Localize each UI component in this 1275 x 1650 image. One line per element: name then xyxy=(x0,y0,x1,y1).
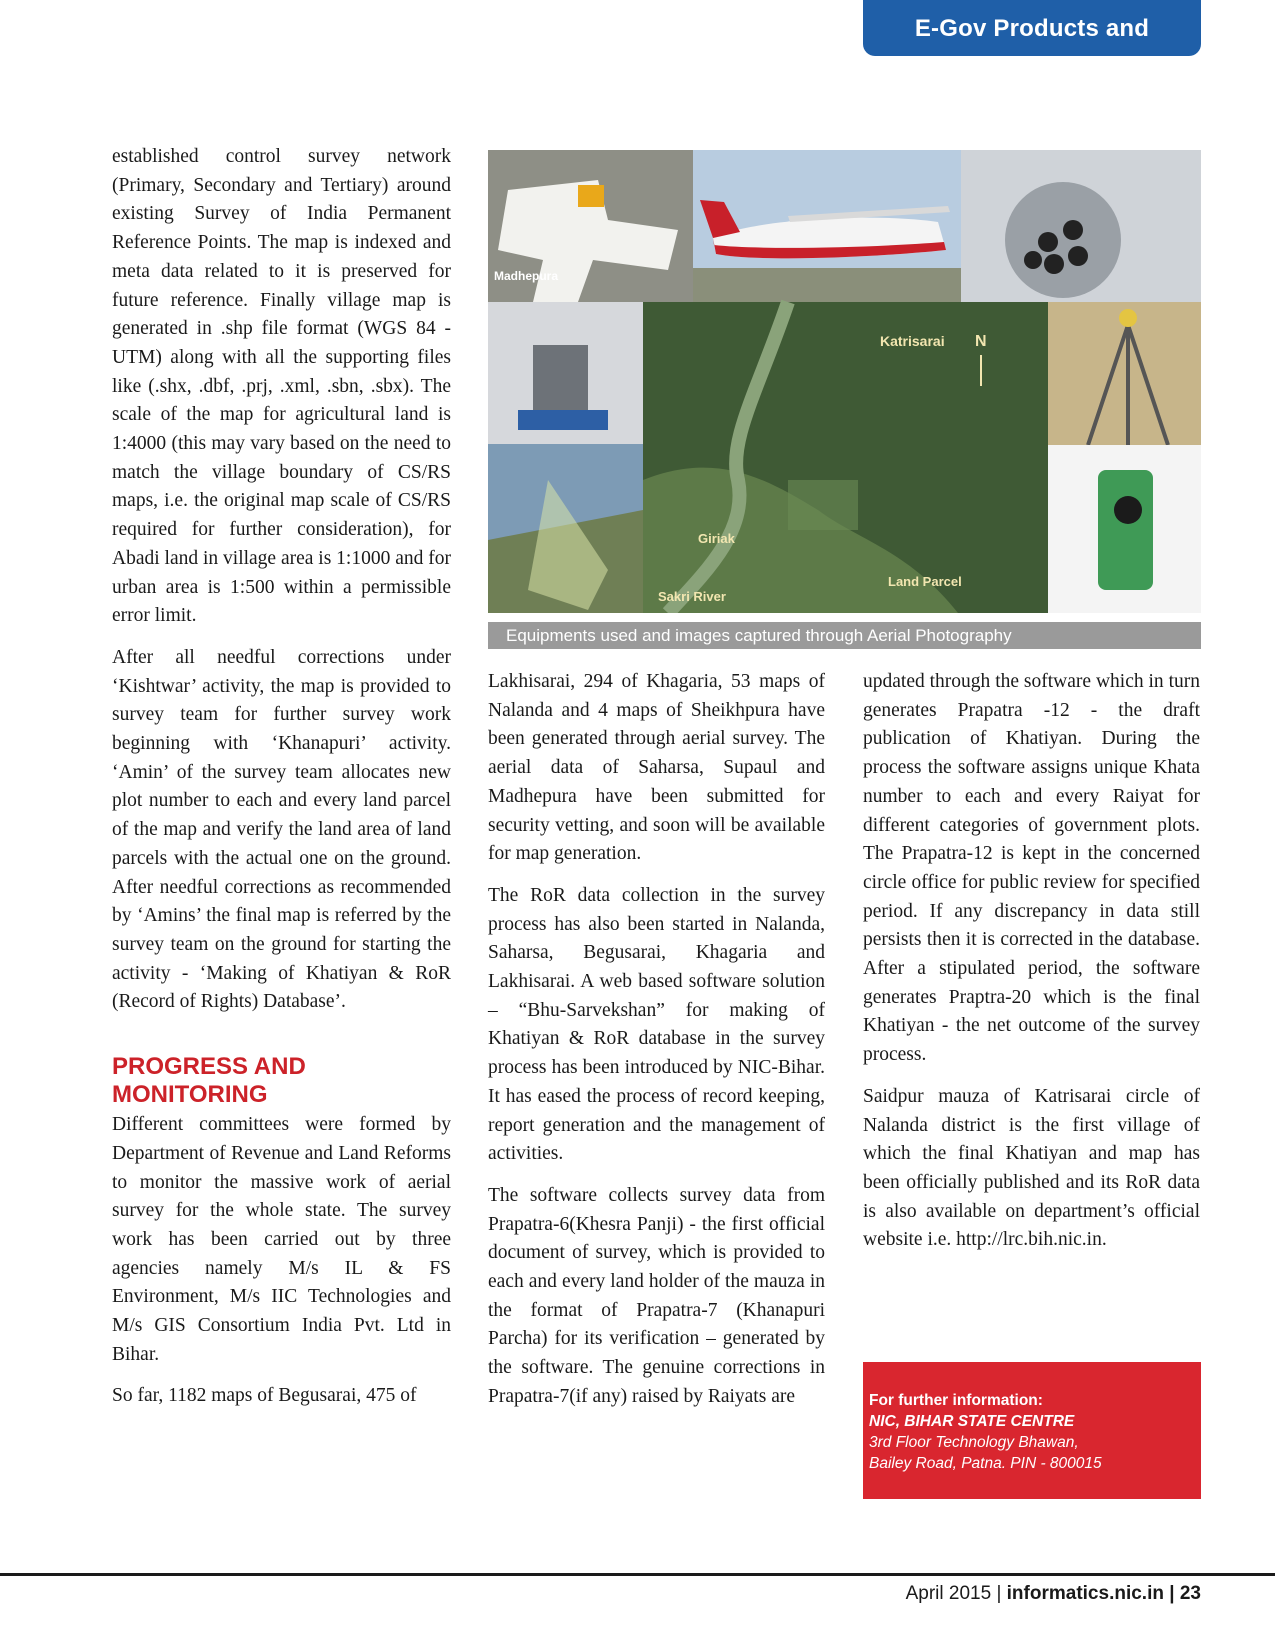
aerial-photography-figure xyxy=(488,150,1201,613)
article-column-2 xyxy=(488,668,825,1425)
total-station-lens xyxy=(1114,496,1142,524)
paragraph: The RoR data collection in the survey process has also been started in Nalanda, Saharsa, Begusarai, Khagaria and Lakhisarai. A web based software solution – “Bhu-Sarvekshan” for making of Khatiyan & RoR database in the survey process has been introduced by NIC-Bihar. It has eased the process of record keeping, report generation and the management of activities. xyxy=(488,884,825,1165)
info-address-line: Bailey Road, Patna. PIN - 800015 xyxy=(869,1455,1102,1472)
paragraph: updated through the software which in turn generates Prapatra -12 - the draft publication of Khatiyan. During the process the software assigns unique Khata number to each and every Raiyat for different categories of government plots. The Prapatra-12 is kept in the concerned circle office for public review for specified period. If any discrepancy in data still persists then it is corrected in the database. After a stipulated period, the software generates Praptra-20 which is the final Khatiyan - the net outcome of the survey process. xyxy=(863,671,1200,1066)
paragraph: Saidpur mauza of Katrisarai circle of Nalanda district is the first village of which the final Khatiyan and map has been officially published and its RoR data is also available on department’s official website i.e. http://lrc.bih.nic.in. xyxy=(863,1085,1200,1251)
sakri-river-label: Sakri River xyxy=(658,589,726,604)
section-heading-line: MONITORING xyxy=(112,1081,268,1109)
figure-caption: Equipments used and images captured through Aerial Photography xyxy=(488,622,1201,649)
paragraph: Lakhisarai, 294 of Khagaria, 53 maps of Nalanda and 4 maps of Sheikhpura have been generated through aerial survey. The aerial data of Saharsa, Supaul and Madhepura have been submitted for security vetting, and soon will be available for map generation. xyxy=(488,671,825,865)
katrisarai-label: Katrisarai xyxy=(880,333,945,349)
camera-lens xyxy=(1063,220,1083,240)
page-number: 23 xyxy=(1179,1583,1201,1604)
camera-body xyxy=(1005,182,1121,298)
contact-info-box xyxy=(863,1362,1201,1499)
footer-date: April 2015 xyxy=(905,1583,992,1604)
paragraph: Different committees were formed by Department of Revenue and Land Reforms to monitor the massive work of aerial survey for the whole state. The survey work has been carried out by three agencies namely M/s IL & FS Environment, M/s IIC Technologies and M/s GIS Consortium India Pvt. Ltd in Bihar. xyxy=(112,1114,451,1365)
land-parcel-label: Land Parcel xyxy=(888,574,962,589)
footer-site: informatics.nic.in xyxy=(1006,1583,1164,1604)
article-column-3 xyxy=(863,668,1200,1268)
north-label: N xyxy=(975,333,987,350)
article-column-1 xyxy=(112,143,451,1424)
footer-separator: | xyxy=(1169,1583,1175,1604)
paragraph: established control survey network (Primary, Secondary and Tertiary) around existing Survey of India Permanent Reference Points. The map is indexed and meta data related to it is preserved for future reference. Finally village map is generated in .shp file format (WGS 84 - UTM) along with all the supporting files like (.shx, .dbf, .prj, .xml, .sbn, .sbx). The scale of the map for agricultural land is 1:4000 (this may vary based on the need to match the village boundary of CS/RS maps, i.e. the original map scale of CS/RS required for further consideration), for Abadi land in village area is 1:1000 and for urban area is 1:500 within a permissible error limit. xyxy=(112,146,451,627)
camera-base xyxy=(518,410,608,430)
paragraph: The software collects survey data from Prapatra-6(Khesra Panji) - the first official document of survey, which is provided to each and every land holder of the mauza in the format of Prapatra-7 (Khanapuri Parcha) for its verification – generated by the software. The genuine corrections in Prapatra-7(if any) raised by Raiyats are xyxy=(488,1184,825,1407)
land-parcel-shape xyxy=(788,480,858,530)
camera-lens xyxy=(1068,246,1088,266)
section-heading-line: PROGRESS AND xyxy=(112,1053,306,1081)
info-organization: NIC, BIHAR STATE CENTRE xyxy=(869,1413,1075,1430)
madhepura-label: Madhepura xyxy=(494,269,559,283)
marker-box xyxy=(578,185,604,207)
photo-collage xyxy=(488,150,1201,613)
paragraph: After all needful corrections under ‘Kishtwar’ activity, the map is provided to survey team for further survey work beginning with ‘Khanapuri’ activity. ‘Amin’ of the survey team allocates new plot number to each and every land parcel of the map and verify the land area of land parcels with the actual one on the ground. After needful corrections as recommended by ‘Amins’ the final map is referred by the survey team on the ground for starting the activity - ‘Making of Khatiyan & RoR (Record of Rights) Database’. xyxy=(112,646,451,1013)
section-tab: E-Gov Products and Services xyxy=(863,0,1201,56)
total-station xyxy=(1098,470,1153,590)
footer-separator: | xyxy=(996,1583,1002,1604)
paragraph: So far, 1182 maps of Begusarai, 475 of xyxy=(112,1385,417,1407)
camera-lens xyxy=(1038,232,1058,252)
footer-rule xyxy=(0,1573,1275,1576)
airstrip xyxy=(693,268,961,302)
info-address-line: 3rd Floor Technology Bhawan, xyxy=(869,1434,1079,1451)
section-heading xyxy=(112,1053,451,1109)
camera-lens xyxy=(1024,251,1042,269)
camera-mount xyxy=(533,345,588,420)
giriak-label: Giriak xyxy=(698,531,735,546)
gps-antenna xyxy=(1119,309,1137,327)
camera-lens xyxy=(1044,254,1064,274)
info-title: For further information: xyxy=(869,1392,1043,1409)
page-footer xyxy=(906,1579,1201,1609)
